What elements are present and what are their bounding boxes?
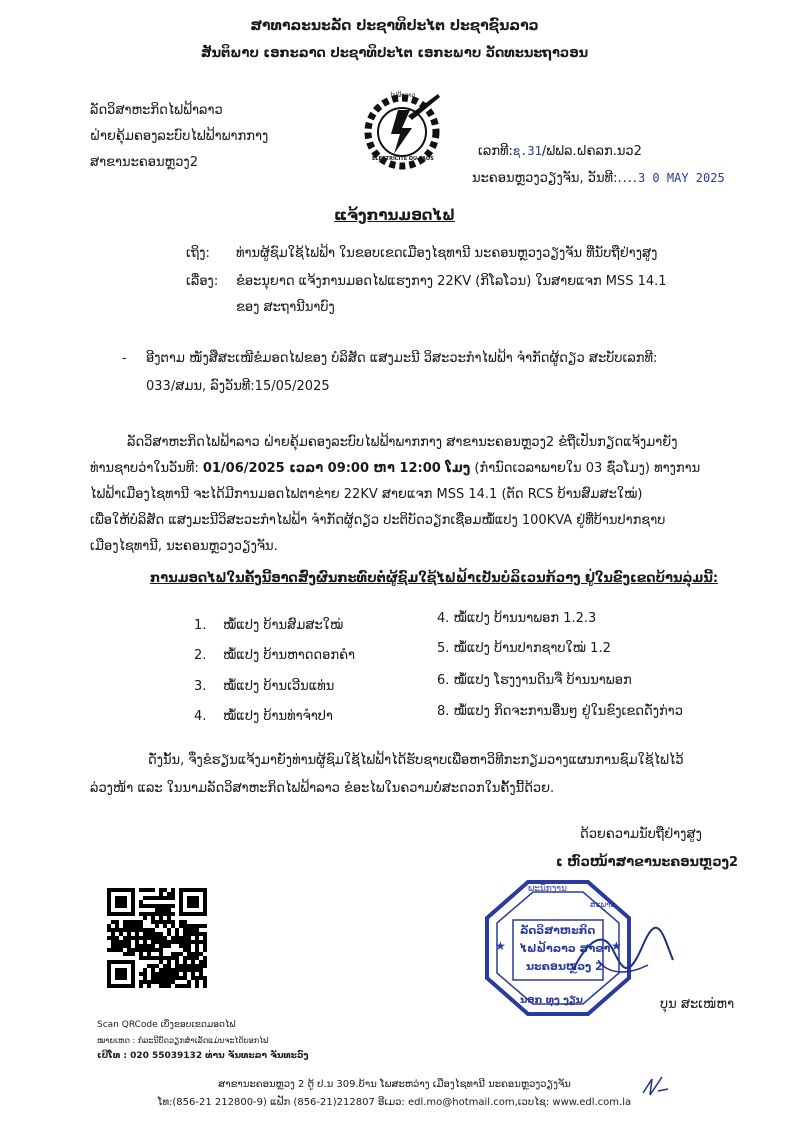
initial-mark [640, 1073, 670, 1099]
subject-line2: ຂອງ ສະຖານີນາບົງ [236, 300, 335, 315]
to-label: ເຖິງ: [186, 246, 210, 261]
basis-line1: ອີງຕາມ ໜັງສືສະເໜີຂໍມອດໄຟຂອງ ບໍລິສັດ ແສງມະນີ ວິສະວະກຳໄຟຟ້າ ຈຳກັດຜູ້ດຽວ ສະບັບເລກທີ: [146, 351, 658, 366]
qr-code[interactable] [107, 888, 207, 988]
body-line1: ລັດວິສາຫະກິດໄຟຟ້າລາວ ຝ່າຍຄຸ້ມຄອງລະບົບໄຟຟ້າພາກກາງ ສາຂານະຄອນຫຼວງ2 ຂໍຖືເປັນກຽດແຈ້ງມາຍັງ [127, 435, 678, 450]
document-title: ແຈ້ງການມອດໄຟ [334, 206, 455, 224]
national-motto-line2: ສັນຕິພາບ ເອກະລາດ ປະຊາທິປະໄຕ ເອກະພາບ ວັດທະນະຖາວອນ [200, 46, 589, 61]
qr-note: ໝາຍເຫດ : ກໍລະນີບັດວຽກສຳເລັດແມ່ນຈະໄດ້ບອກໄຟ [97, 1036, 269, 1045]
ref-date-stamp: 3 0 MAY 2025 [637, 171, 725, 185]
area-item: 8. ໝໍ້ແປງ ກິດຈະການອື່ນໆ ຢູ່ໃນຂົງເຂດດັ່ງກ່າວ [437, 704, 683, 719]
ref-number-label: ເລກທີ: [478, 144, 513, 159]
area-item: 5. ໝໍ້ແປງ ບ້ານປາກຊາບໃໝ່ 1.2 [437, 641, 611, 656]
ref-number-suffix: /ຟຟລ.ຝຄລກ.ນວ2 [541, 144, 642, 159]
area-item: 4. ໝໍ້ແປງ ບ້ານນາພອກ 1.2.3 [437, 611, 597, 626]
body-line2-a: ທ່ານຊາບວ່າໃນວັນທີ: [90, 461, 203, 476]
area-item: 4. ໝໍ້ແປງ ບ້ານທ່າຈຳປາ [194, 709, 333, 724]
national-motto-line1: ສາທາລະນະລັດ ປະຊາທິປະໄຕ ປະຊາຊົນລາວ [250, 18, 539, 34]
outage-datetime: 01/06/2025 ເວລາ 09:00 ຫາ 12:00 ໂມງ [202, 461, 471, 476]
closing-line2: ລ່ວງໜ້າ ແລະ ໃນນາມລັດວິສາຫະກິດໄຟຟ້າລາວ ຂໍອະໄພໃນຄວາມບໍ່ສະດວກໃນຄັ້ງນີ້ດ້ວຍ. [90, 781, 555, 796]
stamp-bottom-text: ນອກ ທຸງ ງຽນ [520, 995, 583, 1006]
ref-number [478, 144, 642, 159]
area-item: 6. ໝໍ້ແປງ ໂຮງງານດິນຈີ່ ບ້ານນາພອກ [437, 673, 632, 688]
ref-date: ນະຄອນຫຼວງວຽງຈັນ, ວັນທີ:....3 0 MAY 2025 [472, 171, 725, 186]
qr-contact: ເບີໂທ : 020 55039132 ທ່ານ ຈັນທະລາ ຈັນທະວົງ [97, 1051, 309, 1061]
footer-address: ສາຂານະຄອນຫຼວງ 2 ຕູ້ ປ.ນ 309.ບ້ານ ໂພສະຫວ່າງ ເມືອງໄຊທານີ ນະຄອນຫຼວງວຽງຈັນ [218, 1079, 571, 1090]
area-item: 1. ໝໍ້ແປງ ບ້ານສົມສະໃໝ່ [194, 618, 344, 633]
subject-line1: ຂໍອະນຸຍາດ ແຈ້ງການມອດໄຟແຮງກາງ 22KV (ກິໂລໂວນ) ໃນສາຍແຈກ MSS 14.1 [236, 274, 667, 289]
stamp-top-text: ພະນັກງານ [528, 884, 567, 894]
org-line2: ຝ່າຍຄຸ້ມຄອງລະບົບໄຟຟ້າພາກກາງ [90, 129, 269, 144]
qr-caption: Scan QRCode ເບິ່ງຂອບເຂດມອດໄຟ [97, 1020, 236, 1030]
stamp-center-line3: ນະຄອນຫຼວງ 2 [526, 960, 603, 973]
closing-line1: ດັ່ງນັ້ນ, ຈຶ່ງຂໍຮຽນແຈ້ງມາຍັງທ່ານຜູ້ຊົມໃຊ້ໄຟຟ້າໄດ້ຮັບຊາບເພື່ອຫາວິທີກະກຽມວາງແຜນການຊົມໃຊ້ໄຟໄວ້ [148, 753, 684, 768]
basis-bullet: - [122, 351, 127, 366]
to-text: ທ່ານຜູ້ຊົມໃຊ້ໄຟຟ້າ ໃນຂອບເຂດເມືອງໄຊທານີ ນະຄອນຫຼວງວຽງຈັນ ທີ່ນັບຖືຢ່າງສູງ [236, 246, 658, 261]
org-line3: ສາຂານະຄອນຫຼວງ2 [90, 155, 198, 170]
handwritten-signature [568, 920, 678, 990]
svg-text:★: ★ [495, 939, 506, 953]
svg-text:★: ★ [611, 939, 622, 953]
ref-date-label: ນະຄອນຫຼວງວຽງຈັນ, ວັນທີ: [472, 171, 618, 186]
logo-text-bottom: ELECTRICITE DU LAOS [372, 156, 434, 162]
body-line2 [90, 456, 700, 481]
stamp-center-line2: ໄຟຟ້າລາວ ສາຂາ [520, 942, 611, 955]
body-line4: ເພື່ອໃຫ້ບໍລິສັດ ແສງມະນີວິສະວະກຳໄຟຟ້າ ຈຳກັດຜູ້ດຽວ ປະຕິບັດວຽກເຊື່ອມໝໍ້ແປງ 100KVA ຢູ່ທີ່ບ້ານປາກຊາບ [90, 513, 666, 528]
footer-contact: ໂທ:(856-21 212800-9) ແຟັກ (856-21)212807 ອີເມວ: edl.mo@hotmail.com,ເວບໄຊ: www.edl.com.la [157, 1097, 632, 1108]
subject-label: ເລື່ອງ: [186, 274, 219, 289]
stamp-center-line1: ລັດວິສາຫະກິດ [520, 924, 596, 937]
org-line1: ລັດວິສາຫະກິດໄຟຟ້າລາວ [90, 103, 223, 118]
basis-line2: 033/ສມນ, ລົງວັນທີ:15/05/2025 [146, 379, 330, 394]
affected-areas-heading: ການມອດໄຟໃນຄັ້ງນີ້ອາດສົ່ງຜົນກະທົບຕໍ່ຜູ້ຊົມໃຊ້ໄຟຟ້າເປັນບໍລິເວນກ້ວາງ ຢູ່ໃນຂົງເຂດບ້ານລຸ່ມນີ້: [150, 571, 719, 586]
area-item: 3. ໝໍ້ແປງ ບ້ານເວີນແທ່ນ [194, 679, 335, 694]
area-item: 2. ໝໍ້ແປງ ບ້ານຫາດດອກຄຳ [194, 648, 356, 663]
signer-position: ເ ຫົວໜ້າສາຂານະຄອນຫຼວງ2 [556, 855, 739, 870]
signer-name: ບຸນ ສະເໜ່ຫາ [660, 997, 735, 1012]
logo-text-top: ໄຟຟ້າລາວ [390, 92, 416, 99]
stamp-right-text: ສະພາບ [590, 900, 616, 909]
body-line2-c: (ກຳນົດເວລາພາຍໃນ 03 ຊົ່ວໂມງ) ທາງການ [470, 461, 701, 476]
ref-number-handwritten: ຊ.31 [512, 144, 542, 158]
body-line5: ເມືອງໄຊທານີ, ນະຄອນຫຼວງວຽງຈັນ. [90, 539, 278, 554]
regards-text: ດ້ວຍຄວາມນັບຖືຢ່າງສູງ [580, 827, 702, 842]
body-line3: ໄຟຟ້າເມືອງໄຊທານີ ຈະໄດ້ມີການມອດໄຟຕາຂ່າຍ 22KV ສາຍແຈກ MSS 14.1 (ຕັດ RCS ບ້ານສົມສະໃໝ່) [90, 487, 643, 502]
